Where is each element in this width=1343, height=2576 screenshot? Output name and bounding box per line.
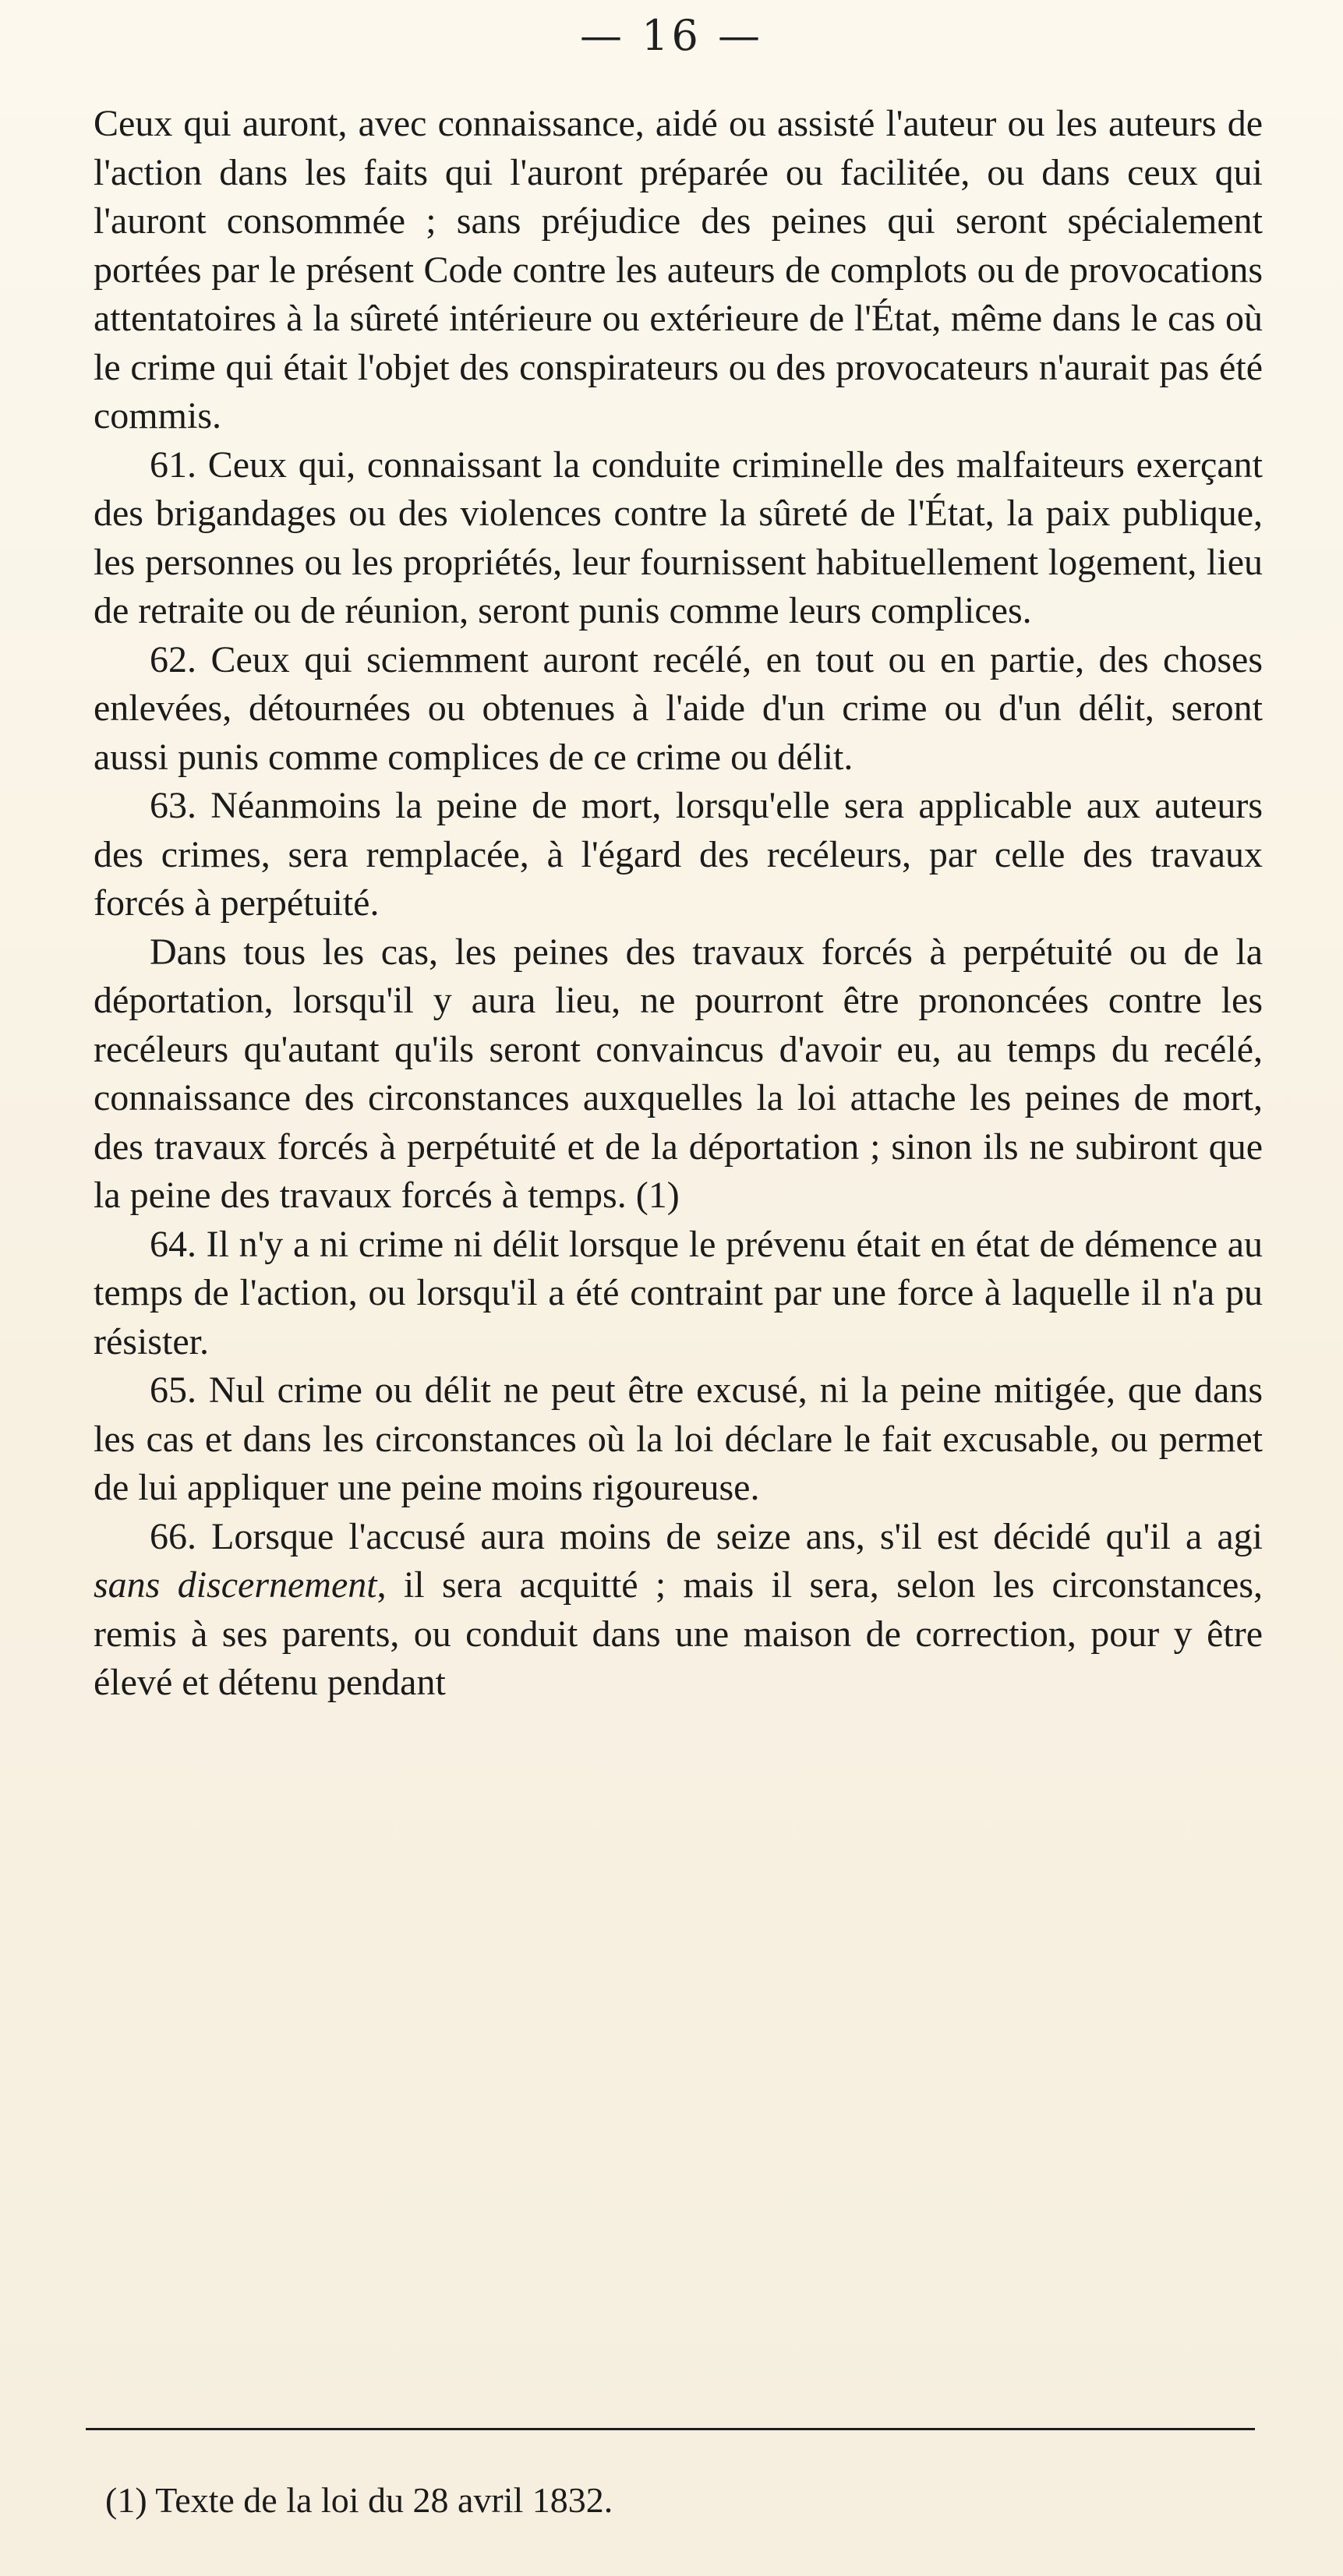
paragraph-article-65: 65. Nul crime ou délit ne peut être excusé, ni la peine mitigée, que dans les cas et dans les circonstances où la loi déclare le fait excusable, ou permet de lui appliquer une peine moins rigoureuse. (94, 1369, 1263, 1508)
article-66-text-end: , il sera acquitté ; mais il sera, selon les circonstances, remis à ses parents, ou conduit dans une maison de correction, pour y être élevé et détenu pendant (94, 1564, 1263, 1703)
paragraph-article-63-continued: Dans tous les cas, les peines des travaux forcés à perpétuité ou de la déportation, lorsqu'il y aura lieu, ne pourront être prononcées contre les recéleurs qu'autant qu'ils seront convaincus d'avoir eu, au temps du recélé, connaissance des circonstances auxquelles la loi attache les peines de mort, des travaux forcés à perpétuité et de la déportation ; sinon ils ne subiront que la peine des travaux forcés à temps. (1) (94, 931, 1263, 1216)
footnote: (1) Texte de la loi du 28 avril 1832. (105, 2480, 613, 2520)
article-66-italic-phrase: sans discernement (94, 1564, 377, 1606)
body-text (94, 100, 1263, 1708)
page-number-header: — 16 — (579, 11, 764, 60)
paragraph-article-62: 62. Ceux qui sciemment auront recélé, en tout ou en partie, des choses enlevées, détournées ou obtenues à l'aide d'un crime ou d'un délit, seront aussi punis comme complices de ce crime ou délit. (94, 638, 1263, 778)
paragraph-article-64: 64. Il n'y a ni crime ni délit lorsque le prévenu était en état de démence au temps de l'action, ou lorsqu'il a été contraint par une force à laquelle il n'a pu résister. (94, 1223, 1263, 1362)
paragraph-continuation: Ceux qui auront, avec connaissance, aidé ou assisté l'auteur ou les auteurs de l'action dans les faits qui l'auront préparée ou facilitée, ou dans ceux qui l'auront consommée ; sans préjudice des peines qui seront spécialement portées par le présent Code contre les auteurs de complots ou de provocations attentatoires à la sûreté intérieure ou extérieure de l'État, même dans le cas où le crime qui était l'objet des conspirateurs ou des provocateurs n'aurait pas été commis. (94, 103, 1263, 436)
paragraph-article-66 (94, 1513, 1263, 1708)
footnote-divider (86, 2428, 1255, 2430)
paragraph-article-61: 61. Ceux qui, connaissant la conduite criminelle des malfaiteurs exerçant des brigandages ou des violences contre la sûreté de l'État, la paix publique, les personnes ou les propriétés, leur fournissent habituellement logement, lieu de retraite ou de réunion, seront punis comme leurs complices. (94, 443, 1263, 631)
article-66-text-start: 66. Lorsque l'accusé aura moins de seize ans, s'il est décidé qu'il a agi (150, 1515, 1263, 1557)
paragraph-article-63: 63. Néanmoins la peine de mort, lorsqu'elle sera applicable aux auteurs des crimes, sera remplacée, à l'égard des recéleurs, par celle des travaux forcés à perpétuité. (94, 785, 1263, 924)
